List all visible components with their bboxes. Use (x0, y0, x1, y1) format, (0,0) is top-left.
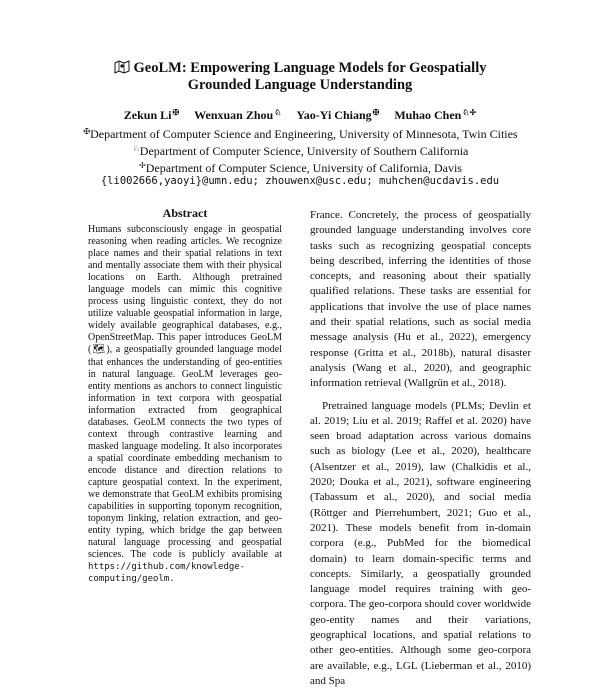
author-3: Yao-Yi Chiang✠ (296, 108, 380, 122)
umn-mark-icon: ✠ (83, 127, 91, 136)
author-4: Muhao Chen♘✢ (394, 108, 477, 122)
author-1: Zekun Li✠ (123, 108, 180, 122)
title-line-1: GeoLM: Empowering Language Models for Geospatially (133, 60, 487, 76)
ucd-mark-icon: ✢ (139, 161, 146, 170)
title-line-2: Grounded Language Understanding (187, 77, 413, 93)
intro-paragraph-2: Pretrained language models (PLMs; Devlin et al. 2019; Liu et al. 2019; Raffel et al. 2020) have seen broad adaptation across various domains such as biology (Lee et al., 2020), healthcare (Alsentzer et al., 2019), law (Chalkidis et al., 2020; Douka et al., 2021), software engineering (Tabassum et al., 2020), and social media (Röttger and Pierrehumbert, 2021; Guo et al., 2021). These models benefit from in-domain corpora (e.g., PubMed for the biomedical domain) to learn domain-specific terms and concepts. Similarly, a geospatially grounded language model requires training with geo-corpora. The geo-corpora should cover worldwide geo-entity names and their variations, geographical locations, and spatial relations to other geo-entities. Although some geo-corpora are available, e.g., LGL (Lieberman et al., 2010) and Spa (310, 399, 531, 687)
author-2: Wenxuan Zhou♘ (194, 108, 282, 122)
usc-mark-icon: ♘ (274, 108, 282, 117)
affiliation-usc: ♘Department of Computer Science, University of Southern California (132, 144, 469, 158)
author-emails[interactable]: {li002666,yaoyi}@umn.edu; zhouwenx@usc.edu; muhchen@ucdavis.edu (100, 175, 500, 187)
abstract-heading: Abstract (162, 206, 208, 220)
umn-mark-icon: ✠ (372, 108, 380, 117)
author-list (40, 108, 560, 123)
usc-ucd-mark-icon: ♘✢ (462, 108, 477, 117)
intro-paragraph-1: France. Concretely, the process of geospatially grounded language understanding involves core tasks such as recognizing geospatial concepts being described, inferring the identities of those concepts, and reasoning about their spatially qualified relations. These tasks are essential for applications that involve the use of place names and their spatial relations, such as social media message analysis (Hu et al., 2022), emergency response (Gritta et al., 2018b), natural disaster analysis (Wang et al., 2020), and geographic information retrieval (Wallgrün et al., 2018). (310, 209, 531, 390)
paper-title (60, 60, 540, 94)
globe-map-icon (114, 60, 130, 74)
affiliation-ucd: ✢Department of Computer Science, University of California, Davis (139, 161, 462, 175)
usc-mark-icon: ♘ (132, 144, 140, 153)
affiliation-umn: ✠Department of Computer Science and Engineering, University of Minnesota, Twin Cities (83, 127, 518, 141)
introduction-column (310, 208, 531, 689)
umn-mark-icon: ✠ (172, 108, 180, 117)
code-link[interactable]: https://github.com/knowledge-computing/geolm. (88, 562, 246, 585)
abstract-text: Humans subconsciously engage in geospatial reasoning when reading articles. We recognize place names and their spatial relations in text and mentally associate them with their physical locations on Earth. Although pretrained language models can mimic this cognitive process using linguistic context, they do not utilize valuable geospatial information in large, widely available geographical databases, e.g., OpenStreetMap. This paper introduces GeoLM (🗺), a geospatially grounded language model that enhances the understanding of geo-entities in natural language. GeoLM leverages geo-entity mentions as anchors to connect linguistic information in text corpora with geospatial information extracted from geographical databases. GeoLM connects the two types of context through contrastive learning and masked language modeling. It also incorporates a spatial coordinate embedding mechanism to encode distance and direction relations to capture geospatial context. In the experiment, we demonstrate that GeoLM exhibits promising capabilities in supporting toponym recognition, toponym linking, relation extraction, and geo-entity typing, which bridge the gap between natural language processing and geospatial sciences. The code is publicly available at https://github.com/knowledge-computing/geolm. (88, 224, 282, 585)
